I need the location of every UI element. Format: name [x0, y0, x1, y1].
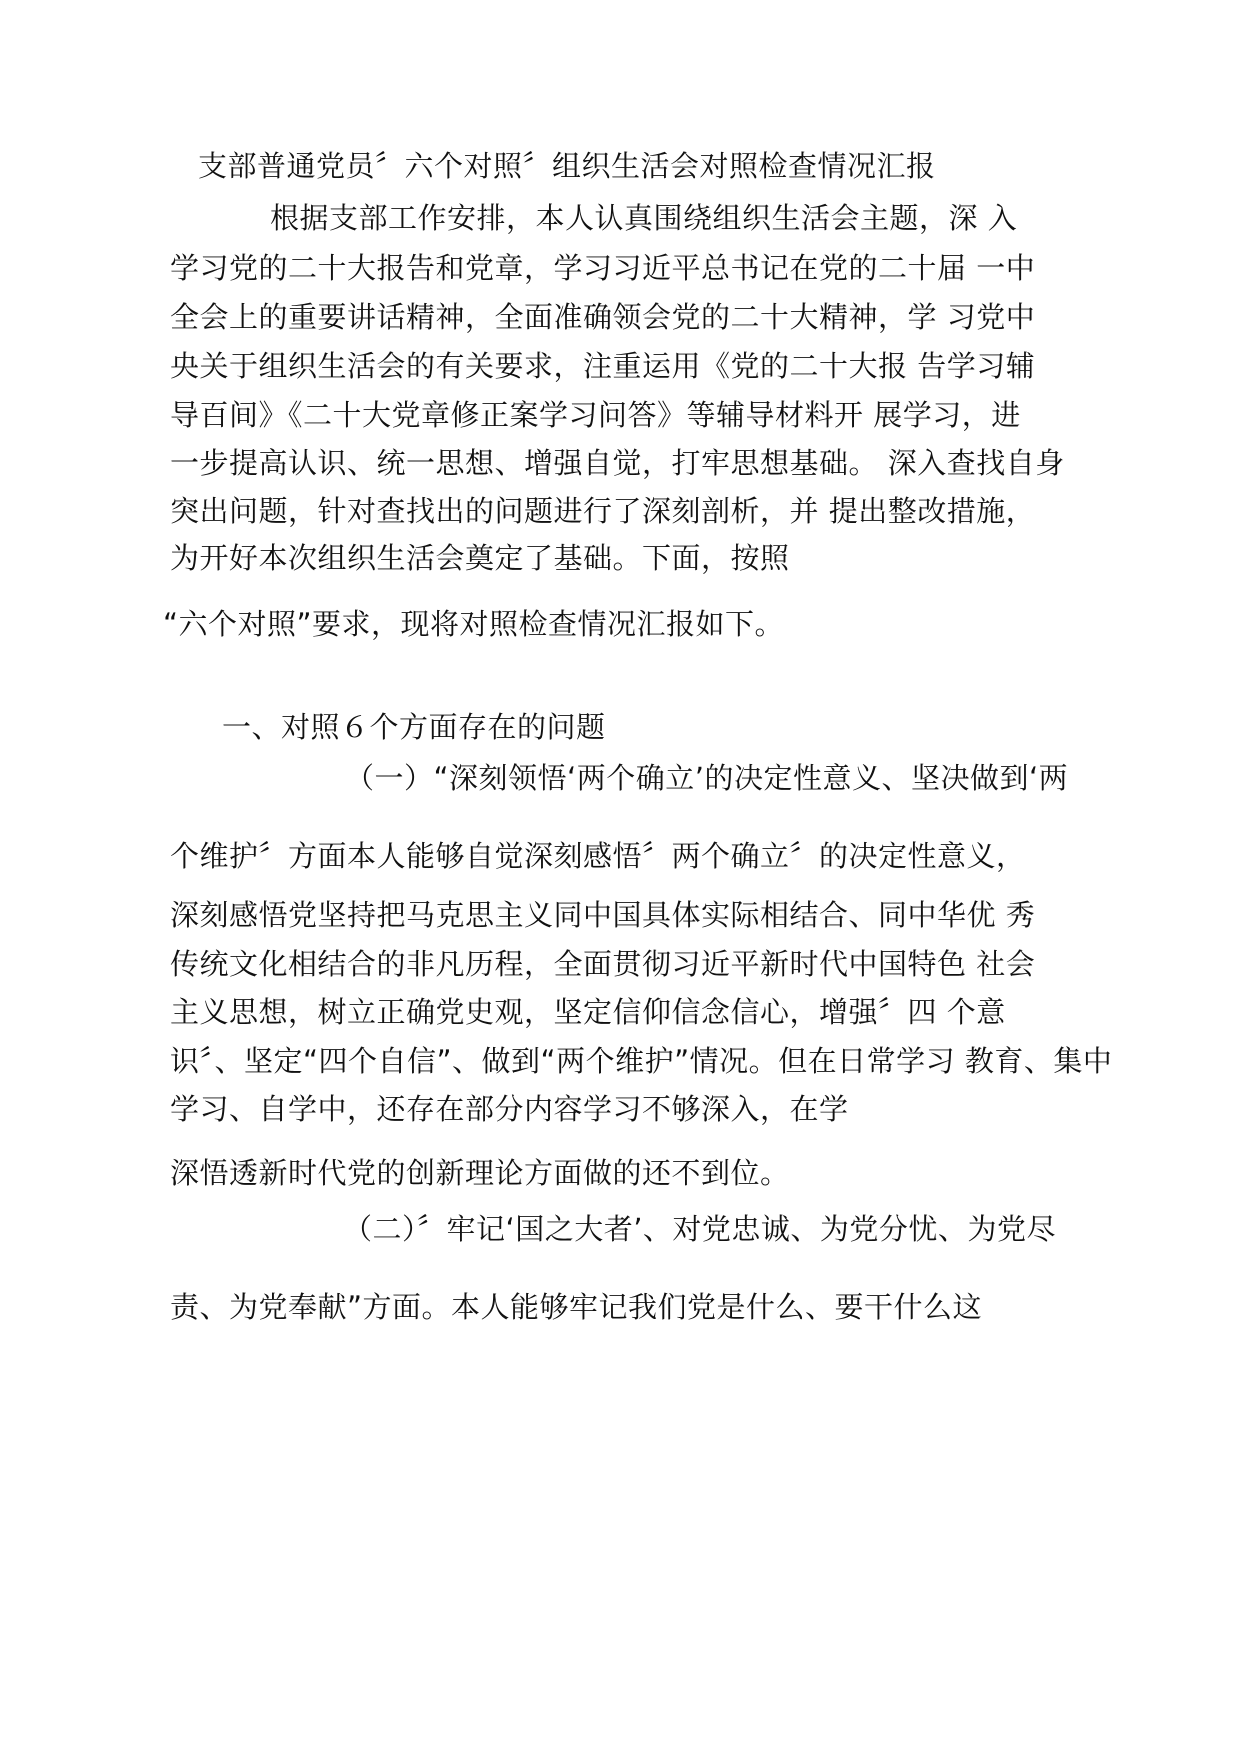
section-heading: 一、对照６个方面存在的问题 — [222, 710, 606, 744]
paragraph-line: 个维护〞方面本人能够自觉深刻感悟〞两个确立〞的决定性意义， — [170, 839, 1026, 873]
paragraph-line: 突出问题，针对查找出的问题进行了深刻剖析，并 提出整改措施， — [170, 494, 1036, 528]
paragraph-line: 导百间》《二十大党章修正案学习问答》等辅导材料开 展学习，进 — [170, 398, 1021, 432]
paragraph-line: 根据支部工作安排，本人认真围绕组织生活会主题，深 入 — [270, 201, 1018, 235]
paragraph-line: 识〞、坚定“四个自信”、做到“两个维护”情况。但在日常学习 教育、集中 — [170, 1044, 1113, 1078]
subsection-heading: （二）〞牢记‘国之大者’、对党忠诚、为党分忧、为党尽 — [343, 1212, 1056, 1246]
paragraph-line: 全会上的重要讲话精神，全面准确领会党的二十大精神，学 习党中 — [170, 300, 1036, 334]
document-title: 支部普通党员〞六个对照〞组织生活会对照检查情况汇报 — [198, 149, 936, 183]
paragraph-line: 传统文化相结合的非凡历程，全面贯彻习近平新时代中国特色 社会 — [170, 947, 1036, 981]
subsection-heading: （一）“深刻领悟‘两个确立’的决定性意义、坚决做到‘两 — [345, 761, 1069, 795]
paragraph-line: “六个对照”要求，现将对照检查情况汇报如下。 — [163, 607, 785, 641]
paragraph-line: 主义思想，树立正确党史观，坚定信仰信念信心，增强〞四 个意 — [170, 995, 1006, 1029]
paragraph-line: 深刻感悟党坚持把马克思主义同中国具体实际相结合、同中华优 秀 — [170, 898, 1036, 932]
paragraph-line: 学习、自学中，还存在部分内容学习不够深入，在学 — [170, 1092, 849, 1126]
paragraph-line: 学习党的二十大报告和党章，学习习近平总书记在党的二十届 一中 — [170, 251, 1036, 285]
paragraph-line: 深悟透新时代党的创新理论方面做的还不到位。 — [170, 1156, 790, 1190]
paragraph-line: 责、为党奉献”方面。本人能够牢记我们党是什么、要干什么这 — [170, 1290, 983, 1324]
paragraph-line: 为开好本次组织生活会奠定了基础。下面，按照 — [170, 541, 790, 575]
paragraph-line: 一步提高认识、统一思想、增强自觉，打牢思想基础。 深入查找自身 — [170, 446, 1065, 480]
paragraph-line: 央关于组织生活会的有关要求，注重运用《党的二十大报 告学习辅 — [170, 349, 1036, 383]
